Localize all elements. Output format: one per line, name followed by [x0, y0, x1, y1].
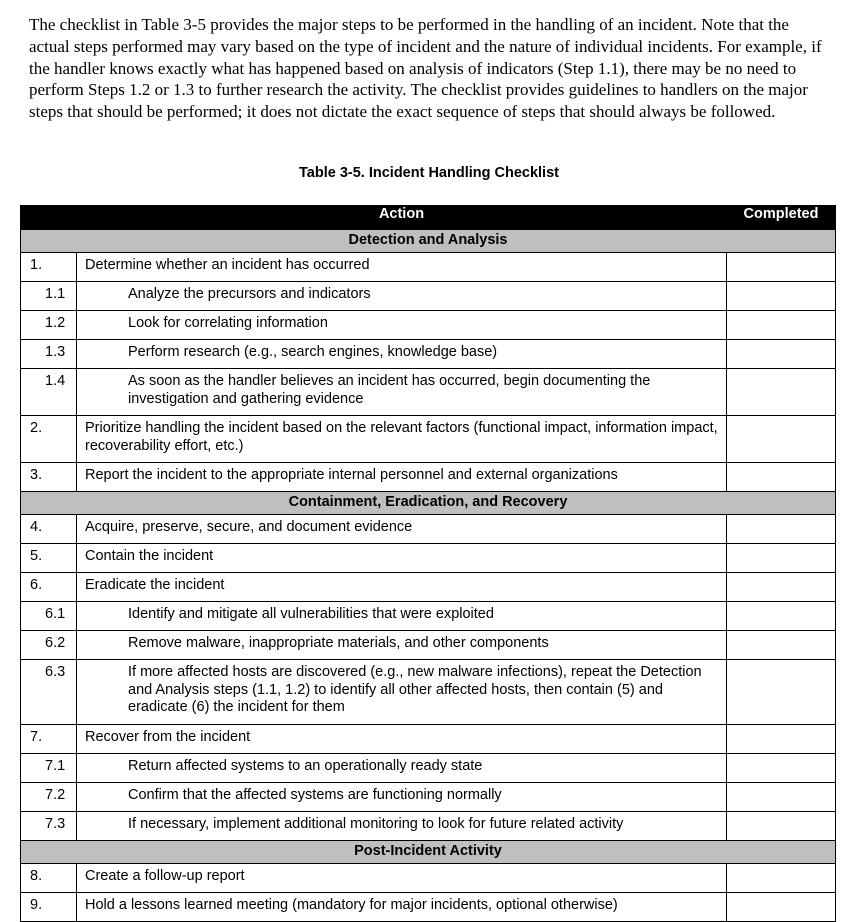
step-action: Remove malware, inappropriate materials, and other components [77, 631, 727, 660]
table-row [21, 725, 836, 754]
intro-paragraph: The checklist in Table 3-5 provides the major steps to be performed in the handling of an incident. Note that the actual steps performed may vary based on the type of incident and the nature of individual incidents. For example, if the handler knows exactly what has happened based on analysis of indicators (Step 1.1), there may be no need to perform Steps 1.2 or 1.3 to further research the activity. The checklist provides guidelines to handlers on the major steps that should be performed; it does not dictate the exact sequence of steps that should always be followed. [29, 15, 822, 122]
completed-cell[interactable] [727, 893, 836, 922]
step-number: 8. [21, 864, 77, 893]
completed-cell[interactable] [727, 725, 836, 754]
step-action: Look for correlating information [77, 311, 727, 340]
step-number: 1. [21, 253, 77, 282]
step-number: 2. [21, 416, 77, 463]
step-number: 1.1 [21, 282, 77, 311]
section-row [21, 230, 836, 253]
table-row [21, 515, 836, 544]
completed-cell[interactable] [727, 812, 836, 841]
step-number: 1.2 [21, 311, 77, 340]
section-title: Post-Incident Activity [21, 841, 836, 864]
step-number: 1.4 [21, 369, 77, 416]
step-action: Eradicate the incident [77, 573, 727, 602]
table-row [21, 282, 836, 311]
step-number: 6. [21, 573, 77, 602]
step-action: Confirm that the affected systems are functioning normally [77, 783, 727, 812]
incident-handling-checklist [20, 205, 836, 922]
step-action: Identify and mitigate all vulnerabilities that were exploited [77, 602, 727, 631]
table-row [21, 893, 836, 922]
step-number: 1.3 [21, 340, 77, 369]
table-row [21, 783, 836, 812]
step-number: 7.2 [21, 783, 77, 812]
step-number: 9. [21, 893, 77, 922]
completed-cell[interactable] [727, 864, 836, 893]
step-number: 3. [21, 463, 77, 492]
section-row [21, 841, 836, 864]
completed-cell[interactable] [727, 253, 836, 282]
section-title: Detection and Analysis [21, 230, 836, 253]
step-action: Determine whether an incident has occurred [77, 253, 727, 282]
table-row [21, 754, 836, 783]
step-number: 7.3 [21, 812, 77, 841]
header-action: Action [77, 206, 727, 230]
step-action: Recover from the incident [77, 725, 727, 754]
step-number: 7.1 [21, 754, 77, 783]
completed-cell[interactable] [727, 602, 836, 631]
completed-cell[interactable] [727, 631, 836, 660]
table-row [21, 573, 836, 602]
table-header-row [21, 206, 836, 230]
step-action: Acquire, preserve, secure, and document evidence [77, 515, 727, 544]
completed-cell[interactable] [727, 515, 836, 544]
step-action: Report the incident to the appropriate internal personnel and external organizations [77, 463, 727, 492]
table-body [21, 230, 836, 922]
table-caption: Table 3-5. Incident Handling Checklist [299, 165, 559, 181]
header-number [21, 206, 77, 230]
step-action: Perform research (e.g., search engines, knowledge base) [77, 340, 727, 369]
step-action: Hold a lessons learned meeting (mandatory for major incidents, optional otherwise) [77, 893, 727, 922]
completed-cell[interactable] [727, 544, 836, 573]
completed-cell[interactable] [727, 282, 836, 311]
table-row [21, 311, 836, 340]
completed-cell[interactable] [727, 783, 836, 812]
table-row [21, 602, 836, 631]
table-row [21, 340, 836, 369]
section-row [21, 492, 836, 515]
table-row [21, 660, 836, 725]
table-row [21, 369, 836, 416]
step-action: As soon as the handler believes an incident has occurred, begin documenting the investigation and gathering evidence [77, 369, 727, 416]
step-action: Prioritize handling the incident based on the relevant factors (functional impact, information impact, recoverability effort, etc.) [77, 416, 727, 463]
step-action: Analyze the precursors and indicators [77, 282, 727, 311]
table-row [21, 463, 836, 492]
section-title: Containment, Eradication, and Recovery [21, 492, 836, 515]
step-number: 5. [21, 544, 77, 573]
completed-cell[interactable] [727, 369, 836, 416]
step-action: If more affected hosts are discovered (e.g., new malware infections), repeat the Detection and Analysis steps (1.1, 1.2) to identify all other affected hosts, then contain (5) and eradicate (6) the incident for them [77, 660, 727, 725]
table-row [21, 864, 836, 893]
step-action: Return affected systems to an operationally ready state [77, 754, 727, 783]
header-completed: Completed [727, 206, 836, 230]
step-number: 6.3 [21, 660, 77, 725]
completed-cell[interactable] [727, 463, 836, 492]
table-row [21, 253, 836, 282]
completed-cell[interactable] [727, 340, 836, 369]
table-row [21, 631, 836, 660]
completed-cell[interactable] [727, 416, 836, 463]
step-number: 6.2 [21, 631, 77, 660]
completed-cell[interactable] [727, 573, 836, 602]
completed-cell[interactable] [727, 754, 836, 783]
step-action: If necessary, implement additional monitoring to look for future related activity [77, 812, 727, 841]
step-action: Contain the incident [77, 544, 727, 573]
completed-cell[interactable] [727, 311, 836, 340]
table-row [21, 812, 836, 841]
step-number: 7. [21, 725, 77, 754]
step-number: 6.1 [21, 602, 77, 631]
step-number: 4. [21, 515, 77, 544]
table-row [21, 416, 836, 463]
step-action: Create a follow-up report [77, 864, 727, 893]
completed-cell[interactable] [727, 660, 836, 725]
table-row [21, 544, 836, 573]
